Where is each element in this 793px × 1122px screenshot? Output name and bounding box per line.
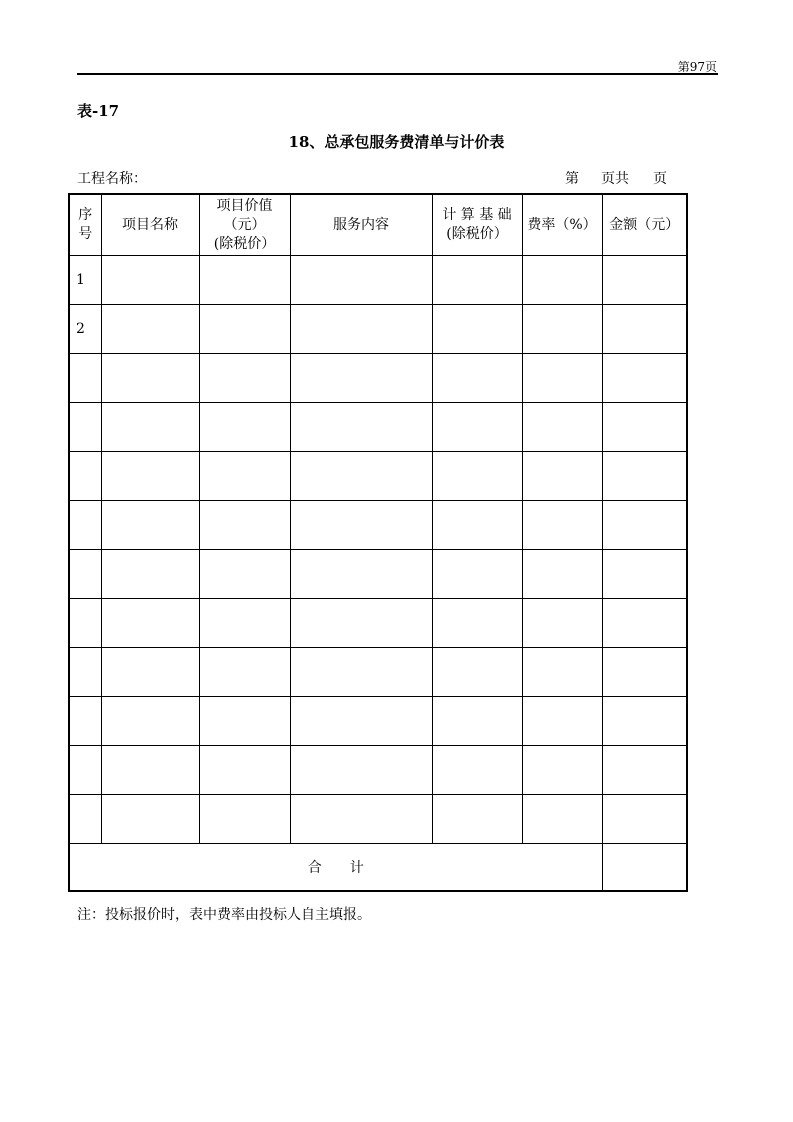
cell-item-name <box>101 648 199 697</box>
cell-item-value <box>199 697 290 746</box>
project-name-label: 工程名称： <box>77 171 147 187</box>
column-header-line: 序 <box>78 207 93 223</box>
cell-item-value <box>199 795 290 844</box>
cell-rate <box>522 795 602 844</box>
footnote: 注：投标报价时，表中费率由投标人自主填报。 <box>77 907 371 923</box>
column-header-line: (除税价） <box>446 226 508 242</box>
cell-service-content <box>290 697 432 746</box>
cell-amount <box>602 648 687 697</box>
header-rule <box>77 73 718 75</box>
table-row <box>69 599 687 648</box>
cell-service-content <box>290 648 432 697</box>
cell-calc-basis <box>432 354 522 403</box>
column-header-seq <box>69 194 101 256</box>
cell-amount <box>602 746 687 795</box>
row-seq-cell: 1 <box>69 256 101 305</box>
cell-amount <box>602 501 687 550</box>
cell-calc-basis <box>432 403 522 452</box>
cell-item-name <box>101 452 199 501</box>
cell-rate <box>522 305 602 354</box>
cell-item-value <box>199 550 290 599</box>
cell-rate <box>522 648 602 697</box>
cell-item-name <box>101 403 199 452</box>
page-info <box>565 168 667 188</box>
row-seq-cell <box>69 452 101 501</box>
column-header-line: 号 <box>78 226 93 242</box>
column-header-item-value <box>199 194 290 256</box>
cell-calc-basis <box>432 697 522 746</box>
cell-calc-basis <box>432 599 522 648</box>
cell-rate <box>522 599 602 648</box>
table-row <box>69 501 687 550</box>
service-fee-table <box>68 193 688 892</box>
page-info-ye-gong: 页共 <box>601 171 629 187</box>
table-row <box>69 550 687 599</box>
row-seq-cell <box>69 795 101 844</box>
cell-item-value <box>199 354 290 403</box>
cell-item-value <box>199 501 290 550</box>
cell-item-name <box>101 354 199 403</box>
cell-item-name <box>101 697 199 746</box>
cell-amount <box>602 256 687 305</box>
cell-amount <box>602 354 687 403</box>
cell-rate <box>522 256 602 305</box>
cell-calc-basis <box>432 452 522 501</box>
row-seq-cell <box>69 648 101 697</box>
row-seq-cell <box>69 550 101 599</box>
cell-item-value <box>199 256 290 305</box>
cell-rate <box>522 403 602 452</box>
column-header-line: 项目名称 <box>122 216 178 233</box>
cell-calc-basis <box>432 746 522 795</box>
column-header-calc-basis <box>432 194 522 256</box>
total-label: 合 计 <box>69 844 602 892</box>
cell-item-value <box>199 599 290 648</box>
total-amount-cell <box>602 844 687 892</box>
column-header-line: 计 算 基 础 <box>442 207 512 223</box>
cell-item-name <box>101 795 199 844</box>
row-seq-cell <box>69 697 101 746</box>
cell-calc-basis <box>432 550 522 599</box>
cell-rate <box>522 452 602 501</box>
page-info-ye: 页 <box>653 171 667 187</box>
column-header-line: (除税价） <box>213 235 276 252</box>
cell-service-content <box>290 550 432 599</box>
column-header-line: 金额（元） <box>609 216 680 233</box>
table-header-row <box>69 194 687 256</box>
cell-rate <box>522 746 602 795</box>
column-header-line: 费率（%） <box>527 216 597 233</box>
cell-item-name <box>101 501 199 550</box>
cell-amount <box>602 403 687 452</box>
table-row <box>69 305 687 354</box>
cell-amount <box>602 795 687 844</box>
table-row <box>69 697 687 746</box>
cell-item-name <box>101 256 199 305</box>
page-info-di: 第 <box>565 171 579 187</box>
cell-item-value <box>199 452 290 501</box>
cell-item-value <box>199 648 290 697</box>
cell-item-name <box>101 305 199 354</box>
cell-service-content <box>290 501 432 550</box>
column-header-amount <box>602 194 687 256</box>
cell-item-name <box>101 550 199 599</box>
row-seq-cell: 2 <box>69 305 101 354</box>
row-seq-cell <box>69 501 101 550</box>
table-row <box>69 452 687 501</box>
cell-service-content <box>290 403 432 452</box>
cell-service-content <box>290 746 432 795</box>
column-header-service-content <box>290 194 432 256</box>
cell-item-value <box>199 403 290 452</box>
cell-calc-basis <box>432 305 522 354</box>
cell-calc-basis <box>432 501 522 550</box>
cell-service-content <box>290 305 432 354</box>
cell-rate <box>522 501 602 550</box>
cell-service-content <box>290 795 432 844</box>
cell-amount <box>602 599 687 648</box>
cell-amount <box>602 550 687 599</box>
table-label: 表-17 <box>77 102 120 120</box>
cell-item-name <box>101 746 199 795</box>
cell-rate <box>522 697 602 746</box>
cell-service-content <box>290 452 432 501</box>
column-header-line: （元） <box>223 216 266 233</box>
column-header-rate <box>522 194 602 256</box>
cell-service-content <box>290 599 432 648</box>
row-seq-cell <box>69 746 101 795</box>
document-title: 18、总承包服务费清单与计价表 <box>288 133 505 151</box>
row-seq-cell <box>69 403 101 452</box>
cell-amount <box>602 305 687 354</box>
table-row <box>69 795 687 844</box>
cell-rate <box>522 550 602 599</box>
column-header-item-name <box>101 194 199 256</box>
total-row <box>69 844 687 892</box>
table-row <box>69 256 687 305</box>
page-number: 第97页 <box>677 60 717 74</box>
table-row <box>69 354 687 403</box>
table-row <box>69 746 687 795</box>
row-seq-cell <box>69 354 101 403</box>
table-row <box>69 403 687 452</box>
cell-amount <box>602 697 687 746</box>
cell-calc-basis <box>432 795 522 844</box>
column-header-line: 服务内容 <box>333 216 389 233</box>
cell-calc-basis <box>432 256 522 305</box>
row-seq-cell <box>69 599 101 648</box>
cell-rate <box>522 354 602 403</box>
cell-service-content <box>290 256 432 305</box>
cell-calc-basis <box>432 648 522 697</box>
cell-item-value <box>199 305 290 354</box>
cell-service-content <box>290 354 432 403</box>
cell-amount <box>602 452 687 501</box>
column-header-line: 项目价值 <box>216 197 273 214</box>
cell-item-name <box>101 599 199 648</box>
cell-item-value <box>199 746 290 795</box>
table-row <box>69 648 687 697</box>
